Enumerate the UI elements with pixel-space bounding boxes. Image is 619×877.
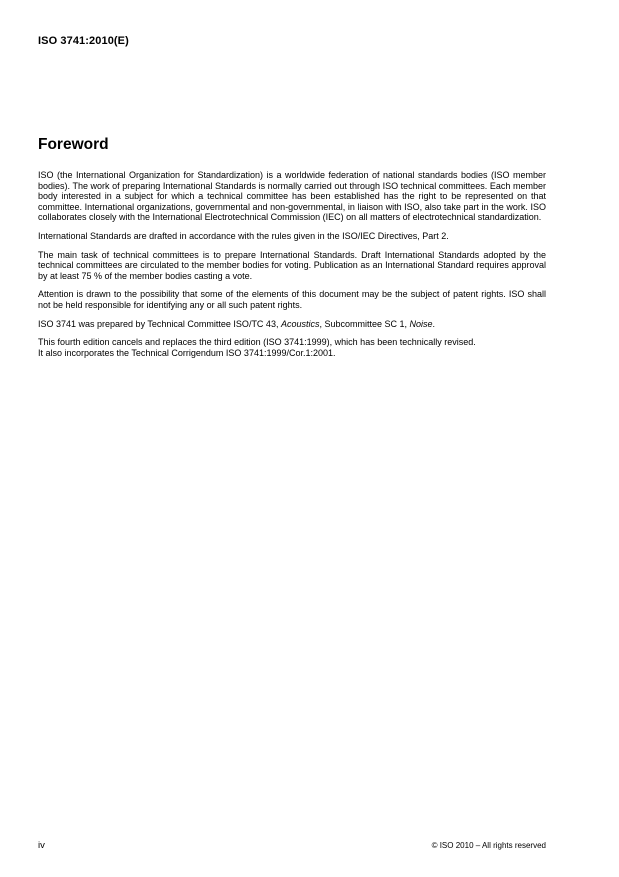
document-id: ISO 3741:2010(E) xyxy=(38,35,129,47)
foreword-heading: Foreword xyxy=(38,136,109,153)
edition-line-2: It also incorporates the Technical Corrigendum ISO 3741:1999/Cor.1:2001. xyxy=(38,347,336,358)
subcommittee-noise: Noise xyxy=(409,318,433,329)
page-number: iv xyxy=(38,840,45,851)
paragraph-patent-notice: Attention is drawn to the possibility that some of the elements of this document may be the subject of patent rights. ISO shall not be held responsible for identifying any or all such patent rights. xyxy=(38,289,546,310)
copyright-notice: © ISO 2010 – All rights reserved xyxy=(431,841,546,850)
paragraph-committee-task: The main task of technical committees is to prepare International Standards. Draft International Standards adopted by the technical committees are circulated to the member bodies for voting. Publication as an International Standard requires approval by at least 75 % of the member bodies casting a vote. xyxy=(38,249,546,281)
foreword-body xyxy=(38,170,546,366)
paragraph-preparation xyxy=(38,319,546,330)
committee-acoustics: Acoustics xyxy=(280,318,320,329)
preparation-text-end: . xyxy=(432,318,436,329)
paragraph-drafting-rules: International Standards are drafted in accordance with the rules given in the ISO/IEC Directives, Part 2. xyxy=(38,230,449,241)
preparation-text-middle: , Subcommittee SC 1, xyxy=(319,318,410,329)
preparation-text: ISO 3741 was prepared by Technical Committee ISO/TC 43, xyxy=(38,318,281,329)
paragraph-iso-overview: ISO (the International Organization for Standardization) is a worldwide federation of national standards bodies (ISO member bodies). The work of preparing International Standards is normally carried out through ISO technical committees. Each member body interested in a subject for which a technical committee has been established has the right to be represented on that committee. International organizations, governmental and non-governmental, in liaison with ISO, also take part in the work. ISO collaborates closely with the International Electrotechnical Commission (IEC) on all matters of electrotechnical standardization. xyxy=(38,170,546,223)
paragraph-edition-note xyxy=(38,337,546,358)
edition-line-1: This fourth edition cancels and replaces the third edition (ISO 3741:1999), which has been technically revised. xyxy=(38,337,476,348)
